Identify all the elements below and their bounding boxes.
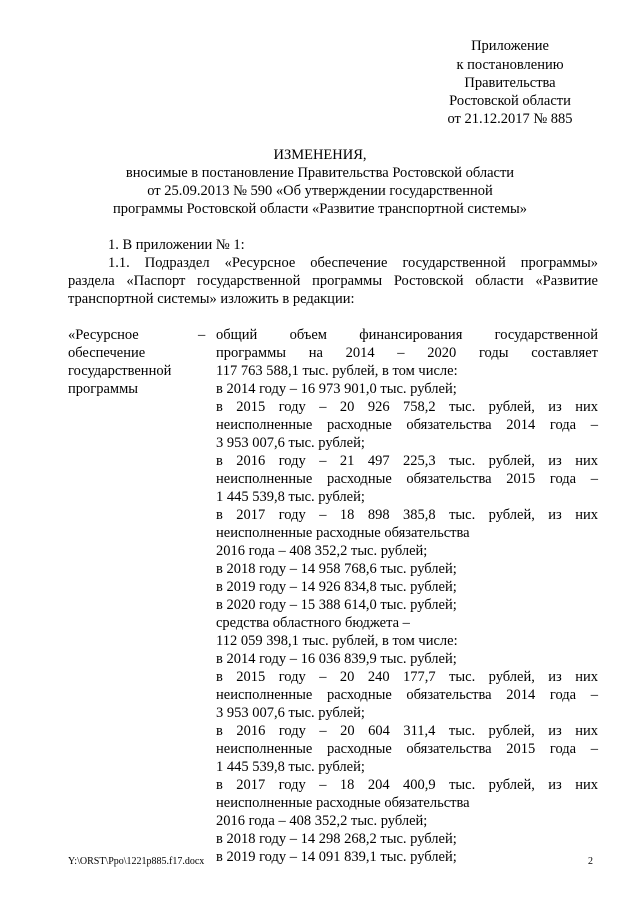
detail-line: неисполненные расходные обязательства 2015 года –: [216, 741, 598, 757]
detail-line: в 2020 году – 15 388 614,0 тыс. рублей;: [216, 597, 457, 613]
detail-line: средства областного бюджета –: [216, 615, 410, 631]
document-title: ИЗМЕНЕНИЯ,: [273, 147, 367, 163]
detail-line: программы на 2014 – 2020 годы составляет: [216, 345, 598, 361]
detail-line: 2016 года – 408 352,2 тыс. рублей;: [216, 543, 428, 559]
detail-line: в 2017 году – 18 204 400,9 тыс. рублей, из них: [216, 777, 598, 793]
detail-line: в 2018 году – 14 958 768,6 тыс. рублей;: [216, 561, 457, 577]
appendix-line: Ростовской области: [449, 93, 571, 109]
detail-line: в 2016 году – 20 604 311,4 тыс. рублей, из них: [216, 723, 598, 739]
detail-line: неисполненные расходные обязательства 2014 года –: [216, 417, 598, 433]
label-line: обеспечение: [68, 345, 146, 361]
detail-line: в 2015 году – 20 240 177,7 тыс. рублей, из них: [216, 669, 598, 685]
dash-separator: –: [198, 327, 206, 343]
detail-line: 1 445 539,8 тыс. рублей;: [216, 489, 365, 505]
appendix-line: Правительства: [464, 75, 556, 91]
detail-line: 2016 года – 408 352,2 тыс. рублей;: [216, 813, 428, 829]
label-line: государственной: [68, 363, 172, 379]
item-1: 1. В приложении № 1:: [108, 237, 245, 253]
detail-line: в 2015 году – 20 926 758,2 тыс. рублей, из них: [216, 399, 598, 415]
detail-line: неисполненные расходные обязательства 2015 года –: [216, 471, 598, 487]
detail-line: неисполненные расходные обязательства: [216, 795, 470, 811]
detail-line: 3 953 007,6 тыс. рублей;: [216, 435, 365, 451]
detail-line: неисполненные расходные обязательства: [216, 525, 470, 541]
page-number: 2: [588, 856, 593, 867]
detail-line: в 2019 году – 14 926 834,8 тыс. рублей;: [216, 579, 457, 595]
subtitle-line: программы Ростовской области «Развитие транспортной системы»: [112, 201, 527, 217]
detail-line: 1 445 539,8 тыс. рублей;: [216, 759, 365, 775]
detail-line: в 2018 году – 14 298 268,2 тыс. рублей;: [216, 831, 457, 847]
item-1-1-line: раздела «Паспорт государственной программы Ростовской области «Развитие: [68, 273, 598, 289]
detail-line: общий объем финансирования государственной: [216, 327, 598, 343]
subtitle-line: вносимые в постановление Правительства Ростовской области: [125, 165, 515, 181]
detail-line: 117 763 588,1 тыс. рублей, в том числе:: [216, 363, 458, 379]
detail-line: 3 953 007,6 тыс. рублей;: [216, 705, 365, 721]
footer-file-path: Y:\ORST\Ppo\1221p885.f17.docx: [68, 856, 205, 867]
subtitle-line: от 25.09.2013 № 590 «Об утверждении государственной: [147, 183, 493, 199]
detail-line: 112 059 398,1 тыс. рублей, в том числе:: [216, 633, 458, 649]
item-1-1-line: транспортной системы» изложить в редакции:: [68, 291, 355, 307]
detail-line: в 2017 году – 18 898 385,8 тыс. рублей, из них: [216, 507, 598, 523]
appendix-line: от 21.12.2017 № 885: [447, 111, 573, 127]
label-line: «Ресурсное: [68, 327, 139, 343]
detail-line: в 2014 году – 16 036 839,9 тыс. рублей;: [216, 651, 457, 667]
detail-line: в 2019 году – 14 091 839,1 тыс. рублей;: [216, 849, 457, 865]
appendix-line: Приложение: [471, 38, 549, 54]
label-line: программы: [68, 381, 138, 397]
appendix-line: к постановлению: [456, 57, 564, 73]
detail-line: в 2014 году – 16 973 901,0 тыс. рублей;: [216, 381, 457, 397]
detail-line: неисполненные расходные обязательства 2014 года –: [216, 687, 598, 703]
item-1-1-line: 1.1. Подраздел «Ресурсное обеспечение государственной программы»: [108, 255, 598, 271]
detail-line: в 2016 году – 21 497 225,3 тыс. рублей, из них: [216, 453, 598, 469]
